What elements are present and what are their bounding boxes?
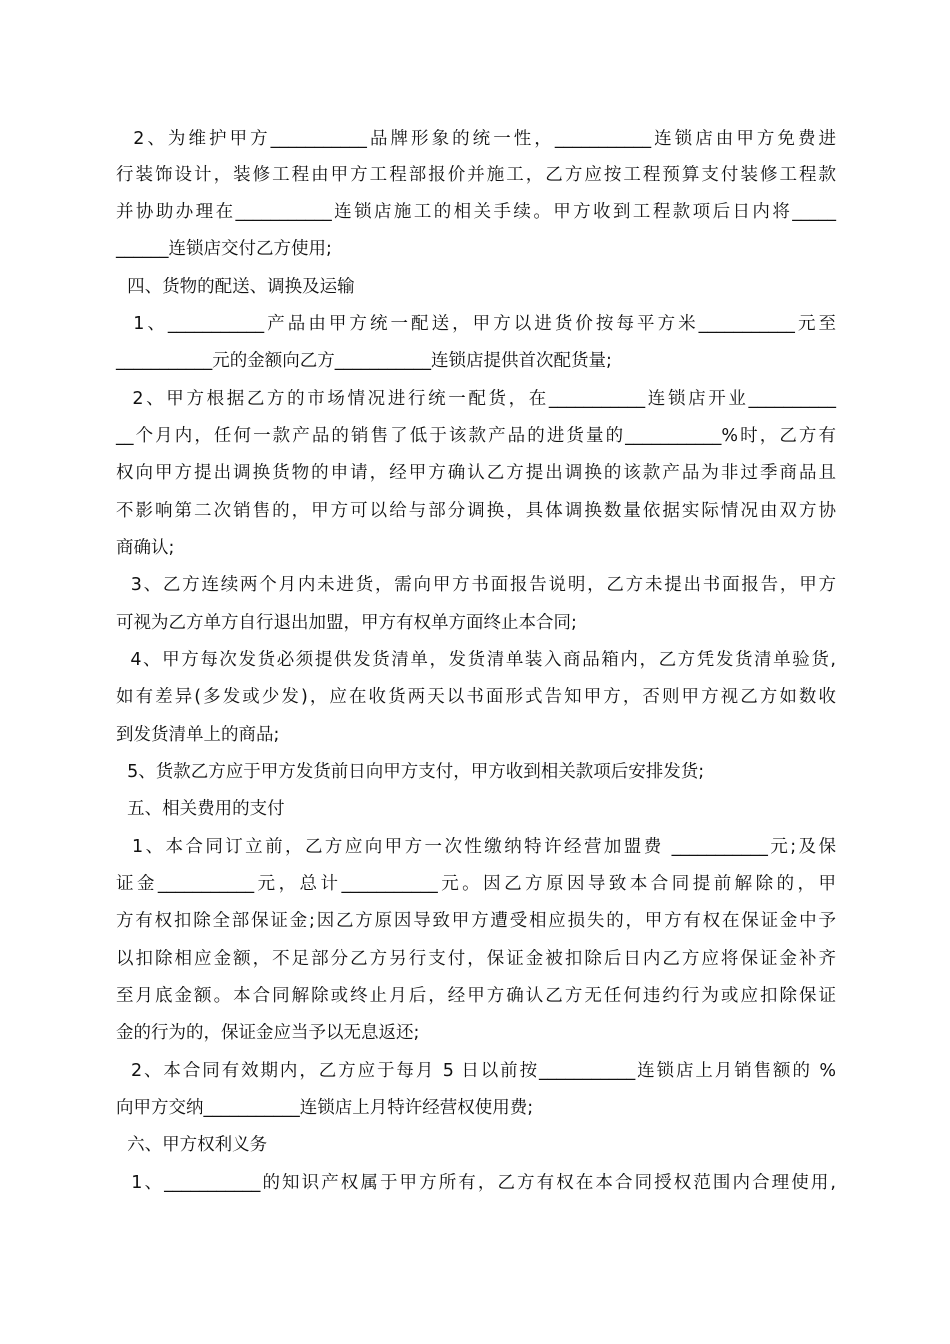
text-line: 2、为维护甲方___________品牌形象的统一性，___________连锁店由甲方免费进: [116, 129, 836, 149]
text-line: 可视为乙方单方自行退出加盟，甲方有权单方面终止本合同;: [116, 613, 577, 633]
text-line: 5、货款乙方应于甲方发货前日向甲方支付，甲方收到相关款项后安排发货;: [116, 762, 705, 782]
text-line: 至月底金额。本合同解除或终止月后，经甲方确认乙方无任何违约行为或应扣除保证: [116, 986, 836, 1006]
text-line: 1、___________产品由甲方统一配送，甲方以进货价按每平方米___________元至: [116, 314, 836, 334]
text-line: 证金___________元，总计___________元。因乙方原因导致本合同提前解除的，甲: [116, 874, 836, 894]
text-line: ___________元的金额向乙方___________连锁店提供首次配货量;: [116, 351, 612, 371]
text-line: ______连锁店交付乙方使用;: [116, 239, 332, 259]
text-line: 以扣除相应金额，不足部分乙方另行支付，保证金被扣除后日内乙方应将保证金补齐: [116, 949, 836, 969]
text-line: 行装饰设计，装修工程由甲方工程部报价并施工，乙方应按工程预算支付装修工程款: [116, 165, 836, 185]
section-heading: 五、相关费用的支付: [116, 799, 285, 819]
text-line: 方有权扣除全部保证金;因乙方原因导致甲方遭受相应损失的，甲方有权在保证金中予: [116, 911, 836, 931]
text-line: 2、甲方根据乙方的市场情况进行统一配货，在___________连锁店开业__________: [116, 389, 836, 409]
text-line: 1、本合同订立前，乙方应向甲方一次性缴纳特许经营加盟费 ___________元;及保: [116, 837, 836, 857]
text-line: 4、甲方每次发货必须提供发货清单，发货清单装入商品箱内，乙方凭发货清单验货,: [116, 650, 836, 670]
text-line: 向甲方交纳___________连锁店上月特许经营权使用费;: [116, 1098, 534, 1118]
text-line: 并协助办理在___________连锁店施工的相关手续。甲方收到工程款项后日内将_____: [116, 202, 836, 222]
section-heading: 四、货物的配送、调换及运输: [116, 277, 355, 297]
section-heading: 六、甲方权利义务: [116, 1135, 268, 1155]
text-line: 权向甲方提出调换货物的申请，经甲方确认乙方提出调换的该款产品为非过季商品且: [116, 463, 836, 483]
text-line: 如有差异(多发或少发)，应在收货两天以书面形式告知甲方，否则甲方视乙方如数收: [116, 687, 836, 707]
text-line: __个月内，任何一款产品的销售了低于该款产品的进货量的___________%时，乙方有: [116, 426, 836, 446]
text-line: 到发货清单上的商品;: [116, 725, 280, 745]
text-line: 3、乙方连续两个月内未进货，需向甲方书面报告说明，乙方未提出书面报告，甲方: [116, 575, 836, 595]
text-line: 2、本合同有效期内，乙方应于每月 5 日以前按___________连锁店上月销售额的 %: [116, 1061, 836, 1081]
text-line: 金的行为的，保证金应当予以无息返还;: [116, 1023, 420, 1043]
text-line: 不影响第二次销售的，甲方可以给与部分调换，具体调换数量依据实际情况由双方协: [116, 501, 836, 521]
text-line: 商确认;: [116, 538, 175, 558]
text-line: 1、___________的知识产权属于甲方所有，乙方有权在本合同授权范围内合理使用,: [116, 1173, 836, 1193]
